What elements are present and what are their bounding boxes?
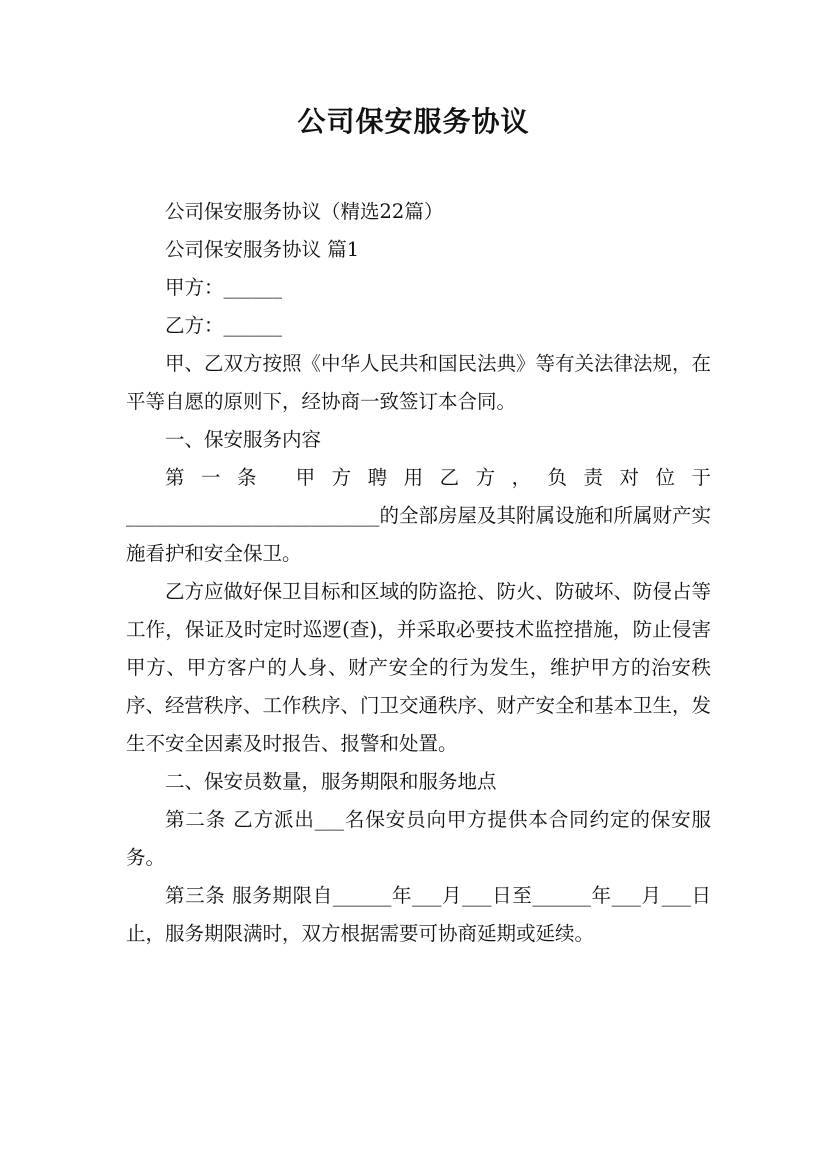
section-heading-service-content: 一、保安服务内容 bbox=[165, 428, 322, 451]
paragraph-subtitle: 公司保安服务协议（精选22篇） bbox=[165, 200, 444, 223]
party-a-line: 甲方：______ bbox=[165, 276, 283, 299]
paragraph-chapter-heading: 公司保安服务协议 篇1 bbox=[165, 238, 360, 261]
article-two: 第二条 乙方派出___名保安员向甲方提供本合同约定的保安服务。 bbox=[126, 808, 711, 869]
article-one-first-line: 第一条 甲方聘用乙方，负责对位于 bbox=[165, 466, 711, 489]
paragraph-duties: 乙方应做好保卫目标和区域的防盗抢、防火、防破坏、防侵占等工作，保证及时定时巡逻(查)，并采取必要技术监控措施，防止侵害甲方、甲方客户的人身、财产安全的行为发生，维护甲方的治安秩序、经营秩序、工作秩序、门卫交通秩序、财产安全和基本卫生，发生不安全因素及时报告、报警和处置。 bbox=[126, 580, 712, 755]
section-heading-staffing: 二、保安员数量，服务期限和服务地点 bbox=[165, 770, 497, 793]
party-b-line: 乙方：______ bbox=[165, 314, 283, 337]
article-three: 第三条 服务期限自______年___月___日至______年___月___日止，服务期限满时，双方根据需要可协商延期或延续。 bbox=[126, 884, 711, 945]
paragraph-preamble: 甲、乙双方按照《中华人民共和国民法典》等有关法律法规，在平等自愿的原则下，经协商一致签订本合同。 bbox=[126, 352, 712, 413]
article-one-continuation: __________________________的全部房屋及其附属设施和所属财产实施看护和安全保卫。 bbox=[126, 504, 712, 565]
document-body bbox=[126, 193, 711, 953]
document-title: 公司保安服务协议 bbox=[297, 105, 530, 138]
